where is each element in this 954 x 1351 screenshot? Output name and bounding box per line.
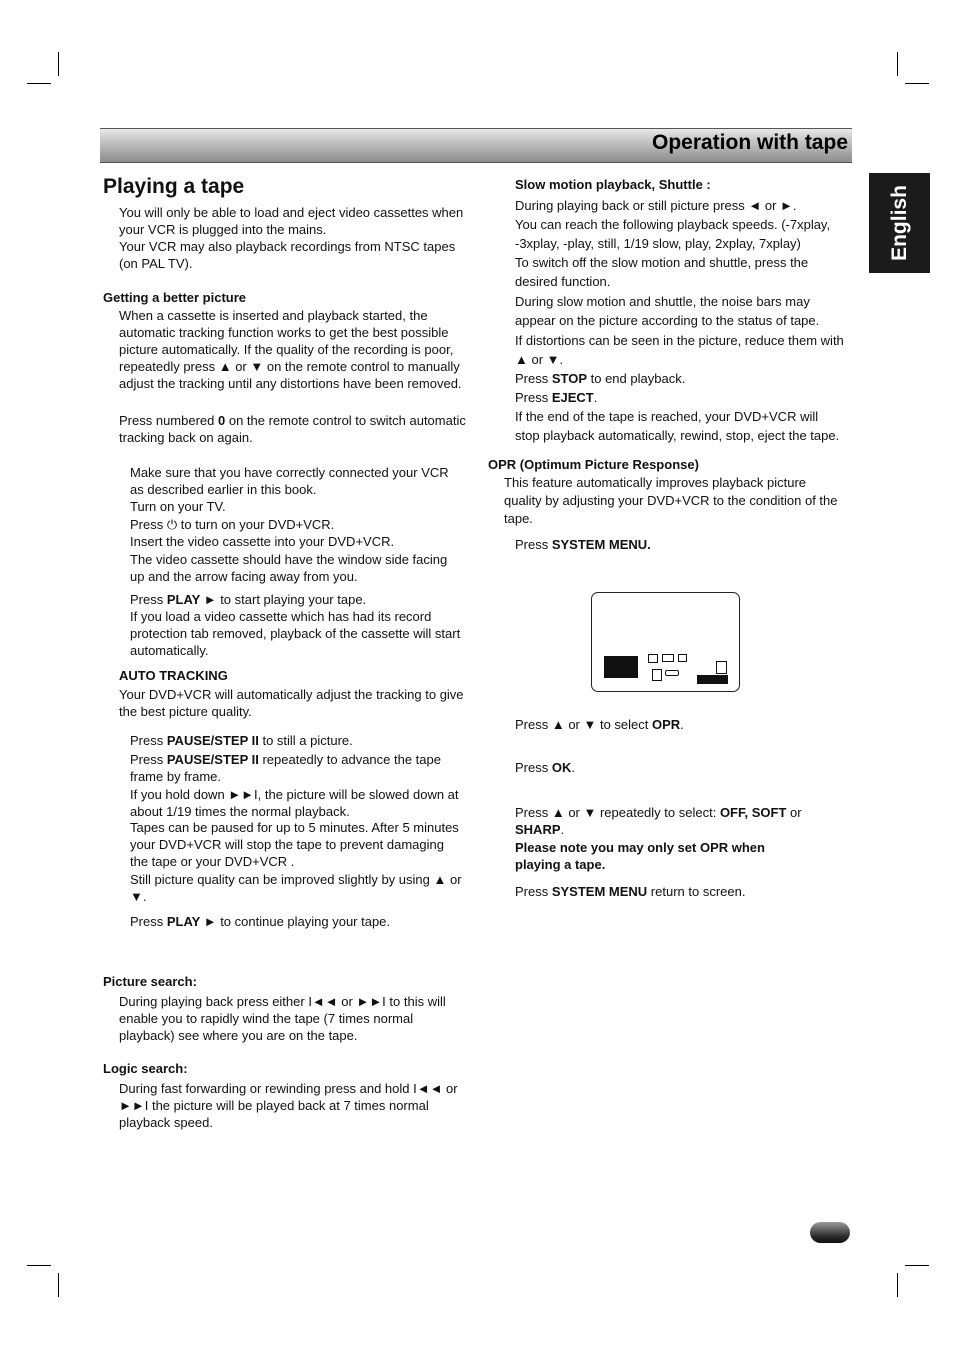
osd-icon xyxy=(652,669,662,681)
intro-paragraph: You will only be able to load and eject video cassettes when your VCR is plugged into the mains. xyxy=(119,205,464,237)
body-paragraph: Your DVD+VCR will automatically adjust the tracking to give the best picture quality. xyxy=(119,687,464,719)
body-paragraph: During fast forwarding or rewinding press and hold I◄◄ or ►►I the picture will be played back at 7 times normal playback speed. xyxy=(119,1081,458,1130)
step-text: Press PLAY ► to continue playing your tape. xyxy=(130,914,391,929)
step-text: Press PAUSE/STEP II to still a picture. xyxy=(130,733,353,748)
body-paragraph: This feature automatically improves playback picture quality by adjusting your DVD+VCR to the condition of the tape. xyxy=(504,475,838,526)
section-heading: Picture search: xyxy=(103,974,197,989)
section-heading: AUTO TRACKING xyxy=(119,668,228,683)
crop-mark xyxy=(58,1273,59,1297)
step-text: The video cassette should have the window side facing up and the arrow facing away from you. xyxy=(130,552,448,584)
osd-highlight xyxy=(604,656,638,678)
section-heading: OPR (Optimum Picture Response) xyxy=(488,457,699,472)
step-text: Insert the video cassette into your DVD+VCR. xyxy=(130,534,395,549)
osd-menu-illustration xyxy=(591,592,740,692)
body-paragraph: During playing back or still picture press ◄ or ►. xyxy=(515,198,797,213)
step-text: If you hold down ►►I, the picture will be slowed down at about 1/19 times the normal playback. xyxy=(130,787,459,819)
step-text: Press ▲ or ▼ to select OPR. xyxy=(515,717,684,732)
crop-mark xyxy=(27,83,51,84)
body-paragraph: Press STOP to end playback. xyxy=(515,371,686,386)
step-text: Press OK. xyxy=(515,760,575,775)
crop-mark xyxy=(27,1265,51,1266)
step-text: Make sure that you have correctly connected your VCR as described earlier in this book. xyxy=(130,465,449,497)
step-text: Press SYSTEM MENU return to screen. xyxy=(515,884,746,899)
section-heading: Getting a better picture xyxy=(103,290,247,305)
crop-mark xyxy=(905,1265,929,1266)
crop-mark xyxy=(58,52,59,76)
crop-mark xyxy=(897,52,898,76)
step-text: Press SYSTEM MENU. xyxy=(515,537,651,552)
step-text: Press ▲ or ▼ repeatedly to select: OFF, SOFT or SHARP. xyxy=(515,805,802,837)
body-paragraph: To switch off the slow motion and shuttle, press the desired function. xyxy=(515,255,809,289)
page-title: Playing a tape xyxy=(103,175,245,198)
osd-icon xyxy=(697,675,728,684)
step-text: Press ⏻ to turn on your DVD+VCR. xyxy=(130,517,335,532)
note-text: Please note you may only set OPR when playing a tape. xyxy=(515,840,765,872)
crop-mark xyxy=(897,1273,898,1297)
body-paragraph: During slow motion and shuttle, the noise bars may appear on the picture according to the status of tape. xyxy=(515,294,820,328)
osd-icon xyxy=(648,654,658,663)
language-tab xyxy=(869,173,930,273)
step-text: Press PLAY ► to start playing your tape. xyxy=(130,592,367,607)
step-text: If you load a video cassette which has had its record protection tab removed, playback of the cassette will start automatically. xyxy=(130,609,461,658)
section-heading: Slow motion playback, Shuttle : xyxy=(515,177,711,192)
body-paragraph: Press numbered 0 on the remote control to switch automatic tracking back on again. xyxy=(119,413,466,445)
osd-icon xyxy=(678,654,687,662)
step-text: Tapes can be paused for up to 5 minutes. After 5 minutes your DVD+VCR will stop the tape to prevent damaging the tape or your DVD+VCR . xyxy=(130,820,459,869)
body-paragraph: When a cassette is inserted and playback started, the automatic tracking function works to get the best possible picture automatically. If the quality of the recording is poor, repeatedly press ▲ or ▼ on the remote control to manually adjust the tracking until any distortions have been removed. xyxy=(119,308,462,391)
osd-icon xyxy=(716,661,727,674)
step-text: Still picture quality can be improved slightly by using ▲ or ▼. xyxy=(130,872,462,904)
body-paragraph: Press EJECT. xyxy=(515,390,598,405)
body-paragraph: During playing back press either I◄◄ or ►►I to this will enable you to rapidly wind the tape (7 times normal playback) see where you are on the tape. xyxy=(119,994,446,1043)
section-header-bar xyxy=(100,128,852,163)
body-paragraph: You can reach the following playback speeds. (-7xplay, -3xplay, -play, still, 1/19 slow, play, 2xplay, 7xplay) xyxy=(515,217,831,251)
osd-icon xyxy=(662,654,674,662)
step-text: Press PAUSE/STEP II repeatedly to advance the tape frame by frame. xyxy=(130,752,441,784)
body-paragraph: If distortions can be seen in the picture, reduce them with ▲ or ▼. xyxy=(515,333,844,367)
section-title: Operation with tape xyxy=(651,131,848,154)
page-number-badge xyxy=(810,1222,850,1243)
osd-icon xyxy=(665,670,679,676)
intro-paragraph: Your VCR may also playback recordings from NTSC tapes (on PAL TV). xyxy=(119,239,456,271)
step-text: Turn on your TV. xyxy=(130,499,226,514)
body-paragraph: If the end of the tape is reached, your DVD+VCR will stop playback automatically, rewind, stop, eject the tape. xyxy=(515,409,840,443)
crop-mark xyxy=(905,83,929,84)
language-label: English xyxy=(887,185,911,261)
section-heading: Logic search: xyxy=(103,1061,188,1076)
